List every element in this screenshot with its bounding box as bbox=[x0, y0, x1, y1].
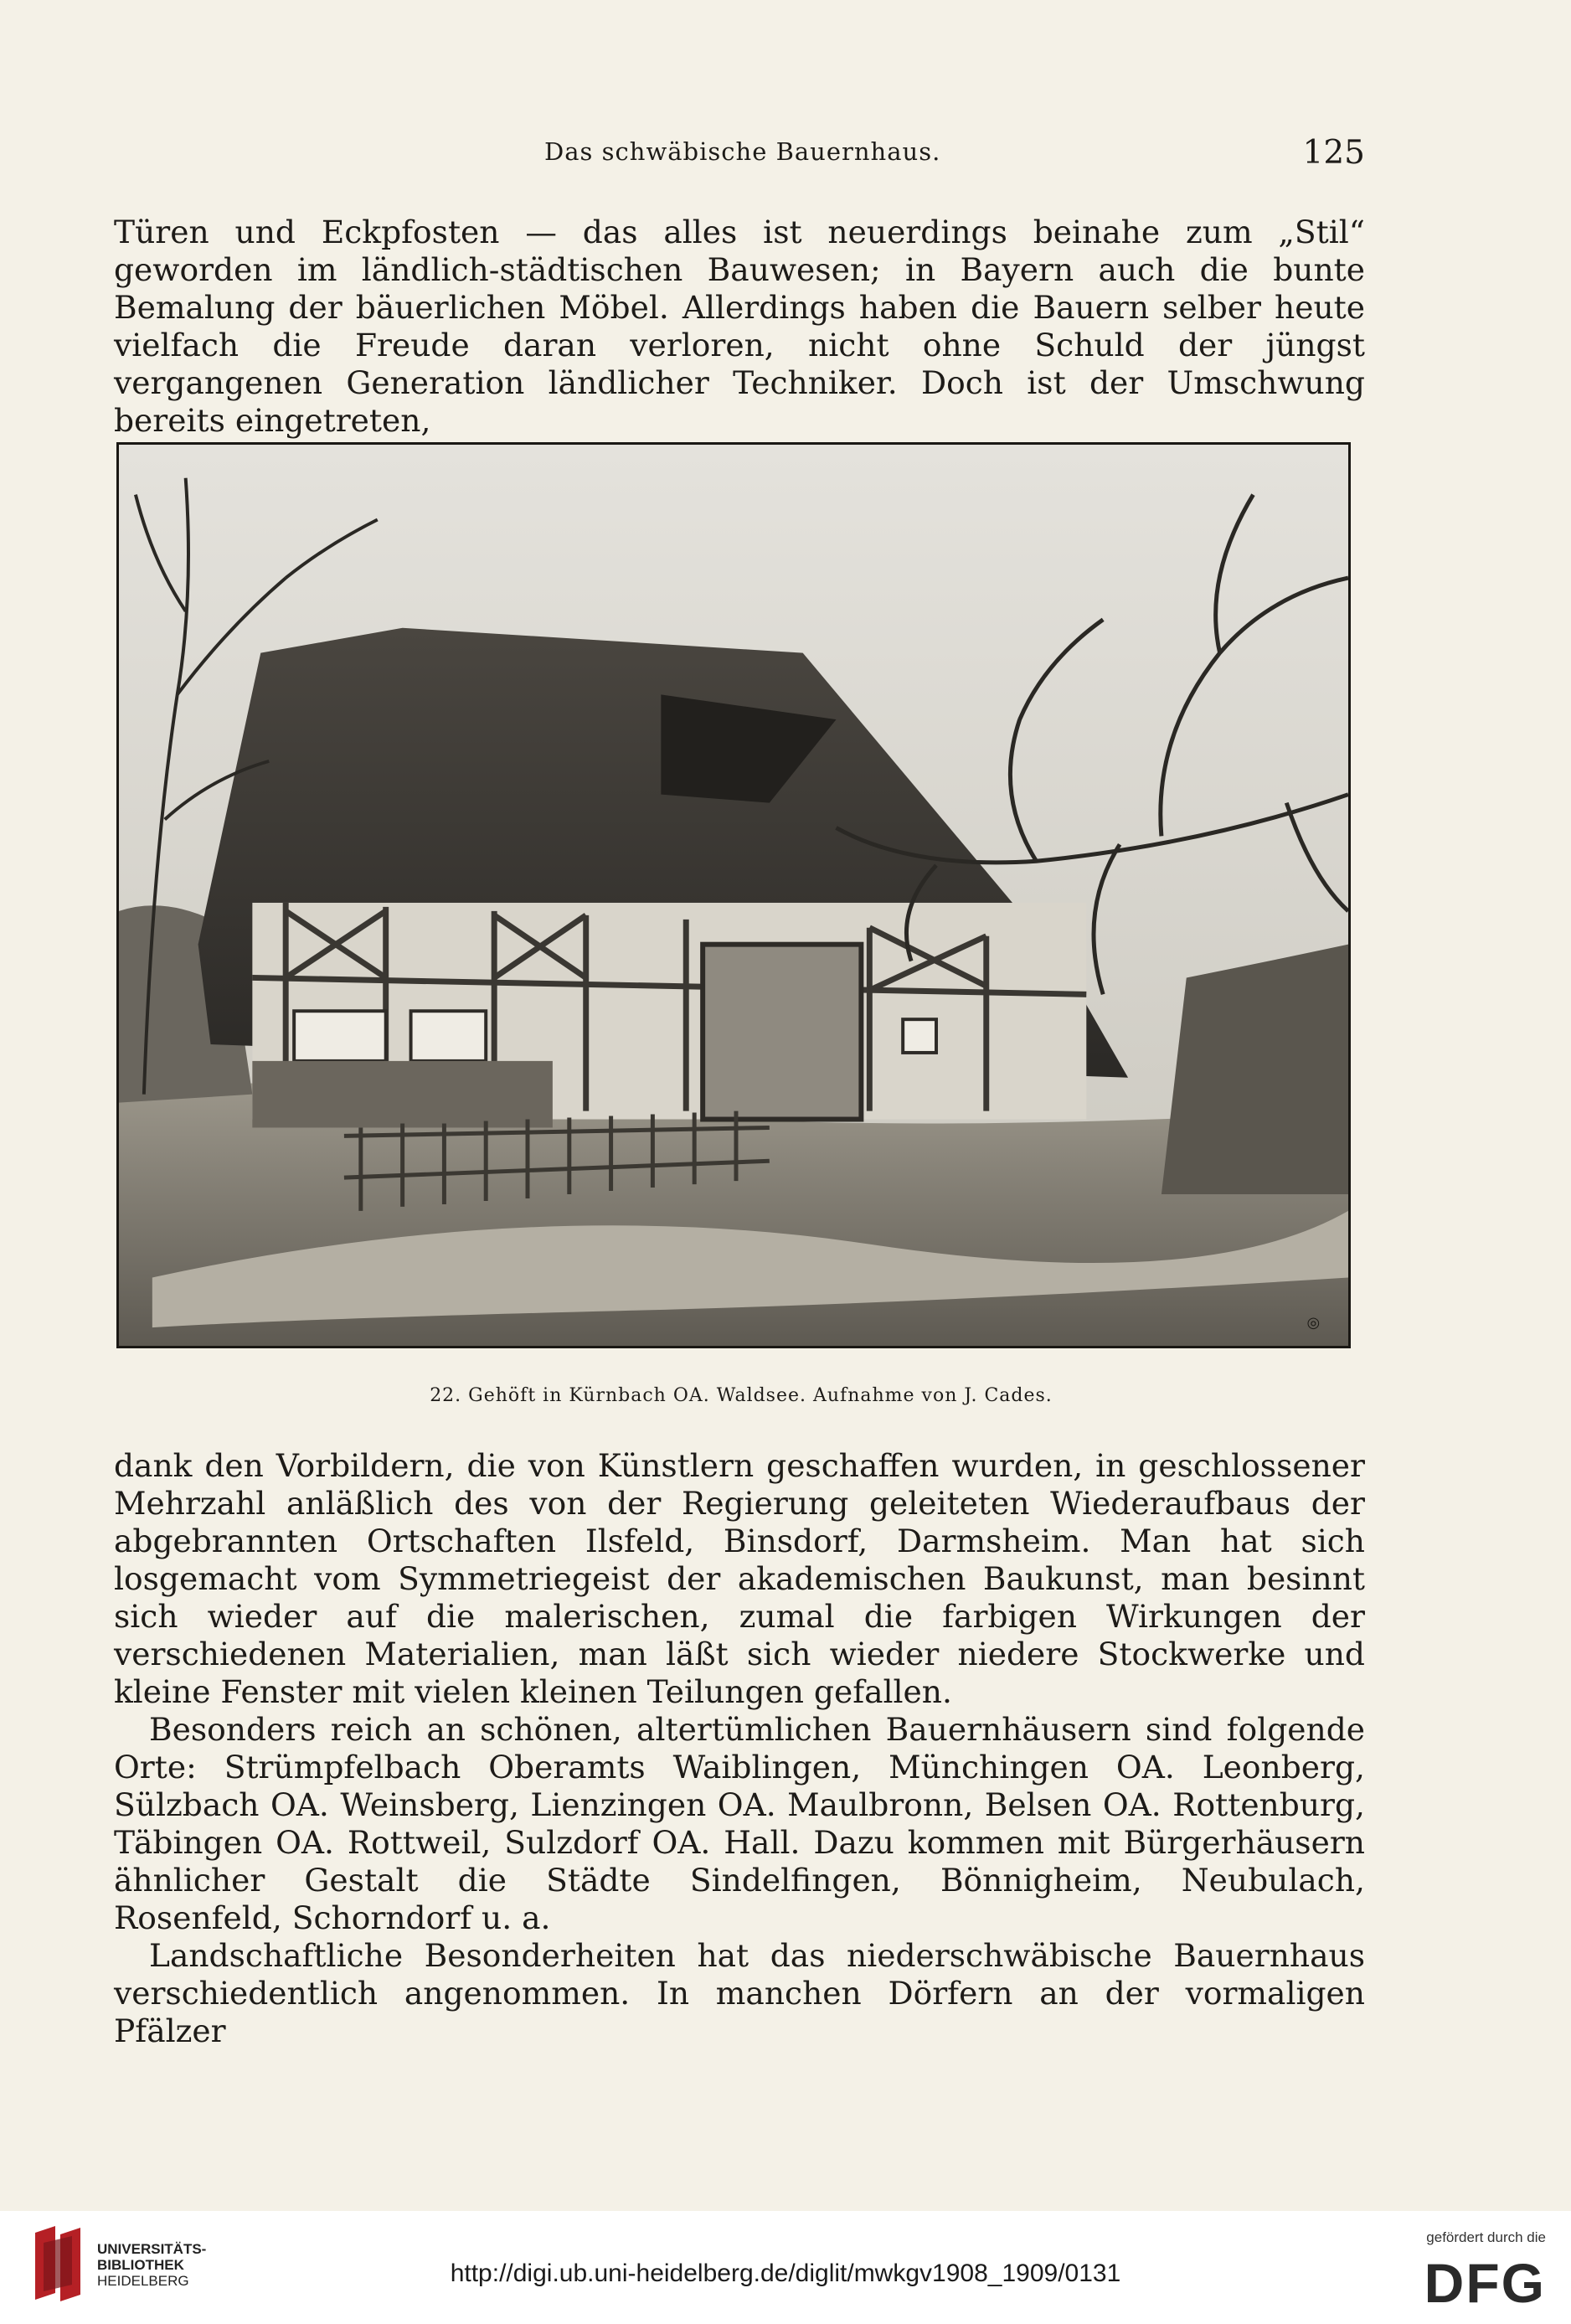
funded-by-label: gefördert durch die bbox=[1426, 2229, 1546, 2245]
paragraph-top: Türen und Eckpfosten — das alles ist neuerdings beinahe zum „Stil“ geworden im ländlich-städtischen Bauwesen; in Bayern auch die bunte Bemalung der bäuerlichen Möbel. Allerdings haben die Bauern selber heute vielfach die Freude daran verloren, nicht ohne Schuld der jüngst vergangenen Generation ländlicher Techniker. Doch ist der Umschwung bereits eingetreten, bbox=[114, 214, 1365, 439]
photo-figure bbox=[116, 442, 1351, 1348]
library-line-2: BIBLIOTHEK bbox=[97, 2257, 184, 2273]
running-head bbox=[117, 134, 1365, 184]
running-title: Das schwäbische Bauernhaus. bbox=[544, 137, 941, 166]
library-line-3: HEIDELBERG bbox=[97, 2273, 189, 2289]
paragraph-2: Besonders reich an schönen, altertümlichen Bauernhäusern sind folgende Orte: Strümpfelbach Oberamts Waiblingen, Münchingen OA. Leonberg, Sülzbach OA. Weinsberg, Lienzingen OA. Maulbronn, Belsen OA. Rottenburg, Täbingen OA. Rottweil, Sulzdorf OA. Hall. Dazu kommen mit Bürgerhäusern ähnlicher Gestalt die Städte Sindelfingen, Bönnigheim, Neubulach, Rosenfeld, Schorndorf u. a. bbox=[114, 1711, 1365, 1936]
engraver-mark: ◎ bbox=[1306, 1314, 1321, 1332]
permalink-url[interactable]: http://digi.ub.uni-heidelberg.de/diglit/mwkgv1908_1909/0131 bbox=[450, 2260, 1121, 2287]
barn-door bbox=[703, 945, 861, 1120]
page-number: 125 bbox=[1302, 134, 1365, 172]
paragraph-3: Landschaftliche Besonderheiten hat das niederschwäbische Bauernhaus verschiedentlich angenommen. In manchen Dörfern an der vormaligen Pfälzer bbox=[114, 1937, 1365, 2049]
shrub-right bbox=[1162, 945, 1348, 1194]
text-block-bottom bbox=[114, 1447, 1365, 2050]
farmhouse-photo bbox=[119, 445, 1348, 1346]
library-line-1: UNIVERSITÄTS- bbox=[97, 2241, 207, 2257]
dfg-logo: DFG bbox=[1424, 2252, 1546, 2314]
text-block-top bbox=[114, 214, 1365, 440]
woodpile bbox=[252, 1061, 553, 1128]
figure-caption: 22. Gehöft in Kürnbach OA. Waldsee. Aufnahme von J. Cades. bbox=[430, 1385, 1053, 1406]
digitization-footer bbox=[0, 2211, 1571, 2324]
paragraph-continuation: dank den Vorbildern, die von Künstlern geschaffen wurden, in geschlossener Mehrzahl anläßlich des von der Regierung geleiteten Wiederaufbaus der abgebrannten Ortschaften Ilsfeld, Binsdorf, Darmsheim. Man hat sich losgemacht vom Symmetriegeist der akademischen Baukunst, man besinnt sich wieder auf die malerischen, zumal die farbigen Wirkungen der verschiedenen Materialien, man läßt sich wieder niedere Stockwerke und kleine Fenster mit vielen kleinen Teilungen gefallen. bbox=[114, 1447, 1365, 1710]
